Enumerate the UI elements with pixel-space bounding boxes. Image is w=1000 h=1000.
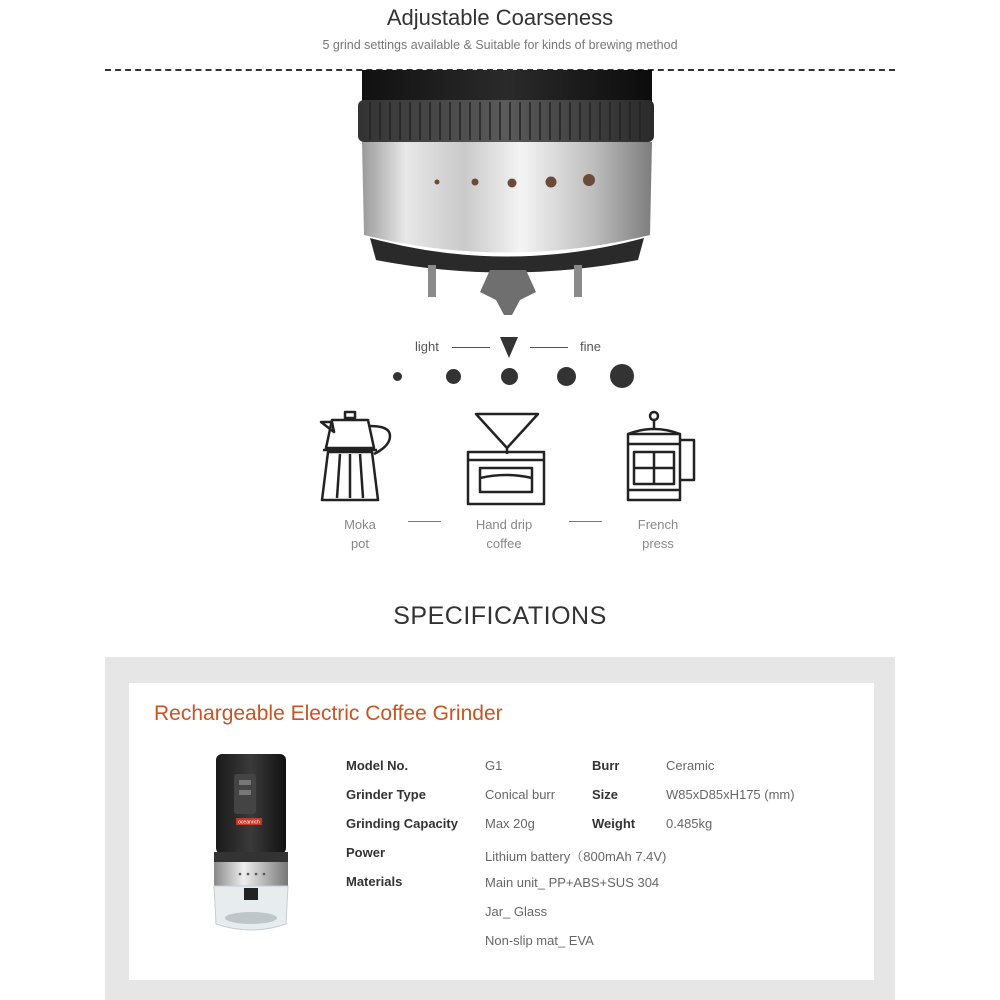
scale-right-label: fine — [580, 339, 601, 354]
french-press-icon — [622, 410, 700, 504]
spec-key-model: Model No. — [346, 758, 409, 773]
brew-label-french-press: French press — [637, 517, 679, 551]
grind-dot-2 — [446, 369, 461, 384]
brew-connector-1 — [408, 521, 441, 522]
spec-key-capacity: Grinding Capacity — [346, 816, 458, 831]
grind-dot-5 — [610, 364, 634, 388]
spec-key-grinder-type: Grinder Type — [346, 787, 426, 802]
scale-right-line — [530, 347, 568, 348]
spec-val-grinder-type: Conical burr — [485, 787, 556, 802]
product-brand-text: oceanrich — [238, 819, 260, 826]
specifications-heading: SPECIFICATIONS — [393, 602, 607, 630]
spec-val-materials-main: Main unit_ PP+ABS+SUS 304 — [485, 875, 660, 890]
grind-dot-4 — [557, 367, 576, 386]
grind-pointer-icon — [500, 337, 518, 359]
spec-val-materials-jar: Jar_ Glass — [485, 904, 548, 919]
grind-dot-1 — [393, 372, 402, 381]
hand-drip-icon — [466, 412, 546, 506]
spec-key-size: Size — [592, 787, 619, 802]
scale-left-line — [452, 347, 490, 348]
product-image — [206, 752, 294, 934]
spec-val-capacity: Max 20g — [485, 816, 535, 831]
moka-pot-icon — [318, 410, 396, 504]
grind-dot-3 — [501, 368, 518, 385]
section-subtitle: 5 grind settings available & Suitable for kinds of brewing method — [322, 38, 678, 52]
section-title: Adjustable Coarseness — [386, 5, 614, 30]
spec-val-weight: 0.485kg — [666, 816, 713, 831]
spec-key-materials: Materials — [346, 874, 403, 889]
product-title: Rechargeable Electric Coffee Grinder — [154, 702, 503, 725]
spec-key-weight: Weight — [592, 816, 636, 831]
scale-left-label: light — [415, 339, 439, 354]
spec-val-power: Lithium battery（800mAh 7.4V) — [485, 849, 667, 864]
spec-key-power: Power — [346, 845, 386, 860]
spec-val-burr: Ceramic — [666, 758, 715, 773]
spec-val-materials-mat: Non-slip mat_ EVA — [485, 933, 594, 948]
brew-connector-2 — [569, 521, 602, 522]
grinder-bottom-image — [340, 70, 660, 320]
spec-key-burr: Burr — [592, 758, 620, 773]
brew-label-hand-drip: Hand drip coffee — [475, 517, 533, 551]
spec-val-size: W85xD85xH175 (mm) — [666, 787, 795, 802]
spec-val-model: G1 — [485, 758, 503, 773]
brew-label-moka: Moka pot — [344, 517, 376, 551]
